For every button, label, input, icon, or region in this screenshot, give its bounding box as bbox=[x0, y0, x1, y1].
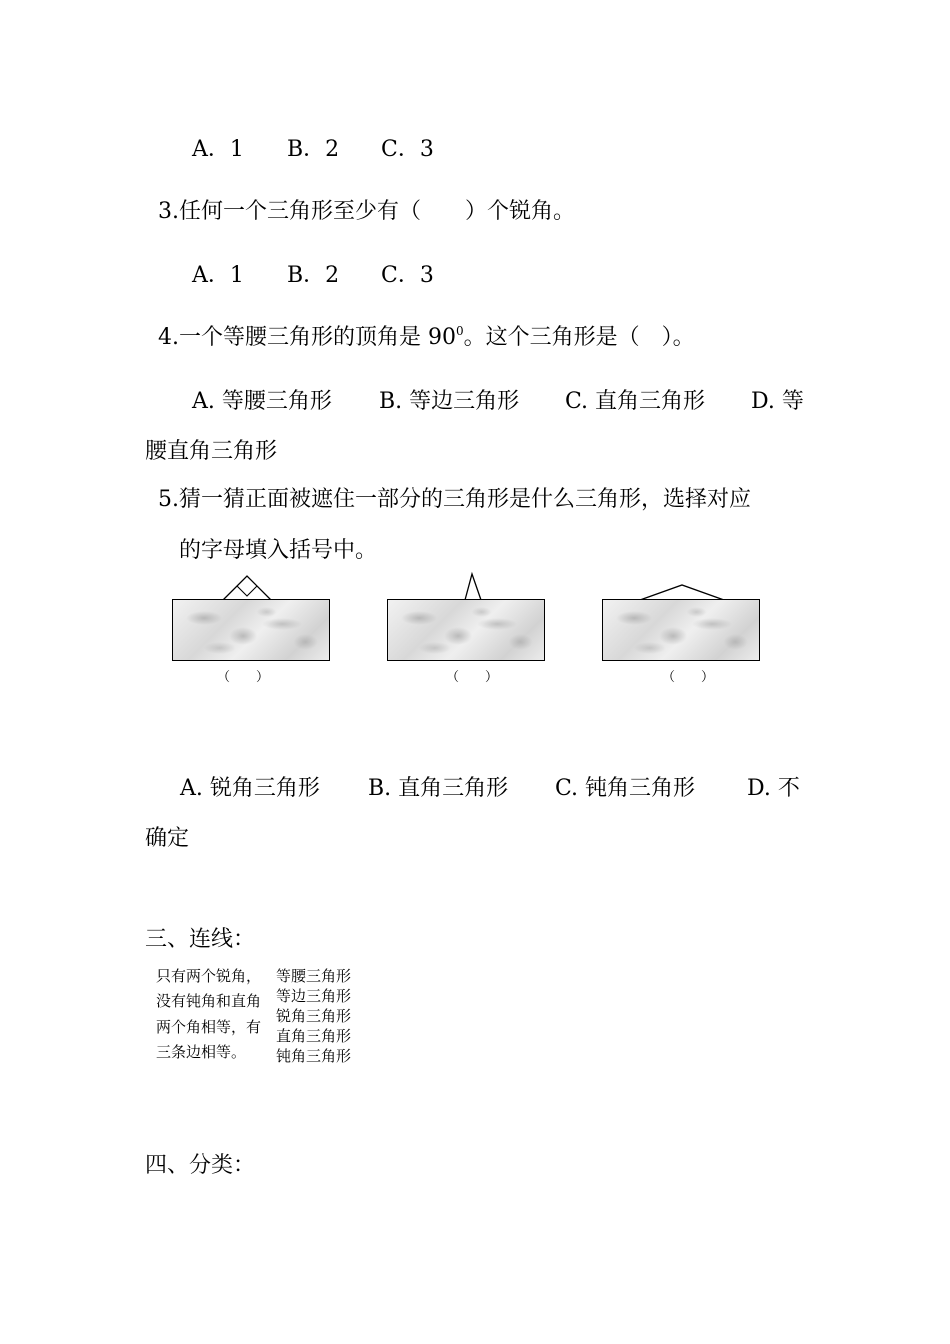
figure-acute-triangle bbox=[387, 572, 547, 664]
matching-right-item-4[interactable]: 直角三角形 bbox=[276, 1027, 352, 1045]
q3-option-c[interactable]: C．3 bbox=[381, 263, 434, 288]
triangle-peak-acute bbox=[387, 572, 547, 602]
matching-left-item-2[interactable]: 没有钝角和直角 bbox=[156, 992, 262, 1010]
matching-right-item-2[interactable]: 等边三角形 bbox=[276, 987, 352, 1005]
triangle-peak-obtuse bbox=[602, 572, 762, 602]
q3-option-b[interactable]: B．2 bbox=[287, 263, 340, 288]
q3-options bbox=[192, 262, 434, 290]
q2-option-c[interactable]: C．3 bbox=[381, 137, 434, 162]
q5-options bbox=[180, 775, 800, 803]
matching-left-column bbox=[156, 966, 268, 1066]
matching-left-item-4[interactable]: 三条边相等。 bbox=[156, 1043, 247, 1061]
q5-option-wrap: 确定 bbox=[145, 826, 190, 851]
q5-option-a[interactable]: A. 锐角三角形 bbox=[180, 776, 320, 801]
matching-left-item-1[interactable]: 只有两个锐角， bbox=[156, 967, 262, 985]
q4-degree-sup: 0 bbox=[455, 324, 464, 338]
section3-title: 三、连线： bbox=[145, 927, 256, 952]
q5-option-b[interactable]: B. 直角三角形 bbox=[368, 776, 509, 801]
q4-text-after: 。这个三角形是（ ）。 bbox=[463, 325, 695, 350]
cover-card bbox=[172, 599, 330, 661]
q5-answer-blank-1[interactable]: （ ） bbox=[217, 670, 270, 685]
cover-card bbox=[387, 599, 545, 661]
q4-option-d[interactable]: D. 等 bbox=[751, 389, 804, 414]
q4-question bbox=[158, 324, 695, 352]
q4-options bbox=[192, 388, 804, 416]
q5-answer-blank-2[interactable]: （ ） bbox=[446, 670, 499, 685]
matching-left-item-3[interactable]: 两个角相等，有 bbox=[156, 1018, 262, 1036]
cover-card bbox=[602, 599, 760, 661]
figure-right-triangle bbox=[172, 572, 332, 664]
q4-option-b[interactable]: B. 等边三角形 bbox=[379, 389, 520, 414]
q3-question: 3.任何一个三角形至少有（ ）个锐角。 bbox=[158, 199, 575, 224]
triangle-peak-right bbox=[172, 572, 332, 602]
q3-option-a[interactable]: A．1 bbox=[192, 263, 244, 288]
figure-obtuse-triangle bbox=[602, 572, 762, 664]
q4-option-wrap: 腰直角三角形 bbox=[145, 439, 278, 464]
matching-right-item-3[interactable]: 锐角三角形 bbox=[276, 1007, 352, 1025]
q5-answer-blank-3[interactable]: （ ） bbox=[662, 670, 715, 685]
q4-text-before: 4.一个等腰三角形的顶角是 90 bbox=[158, 325, 456, 350]
section4-title: 四、分类： bbox=[145, 1153, 256, 1178]
matching-right-item-1[interactable]: 等腰三角形 bbox=[276, 967, 352, 985]
q2-options bbox=[192, 136, 434, 164]
q5-question-line2: 的字母填入括号中。 bbox=[179, 538, 378, 563]
matching-right-item-5[interactable]: 钝角三角形 bbox=[276, 1047, 352, 1065]
q5-question-line1: 5.猜一猜正面被遮住一部分的三角形是什么三角形，选择对应 bbox=[158, 487, 751, 512]
q5-option-d[interactable]: D. 不 bbox=[747, 776, 800, 801]
matching-right-column bbox=[276, 966, 386, 1076]
q4-option-a[interactable]: A. 等腰三角形 bbox=[192, 389, 332, 414]
q2-option-b[interactable]: B．2 bbox=[287, 137, 340, 162]
q5-option-c[interactable]: C. 钝角三角形 bbox=[555, 776, 696, 801]
q4-option-c[interactable]: C. 直角三角形 bbox=[565, 389, 706, 414]
q2-option-a[interactable]: A．1 bbox=[192, 137, 244, 162]
